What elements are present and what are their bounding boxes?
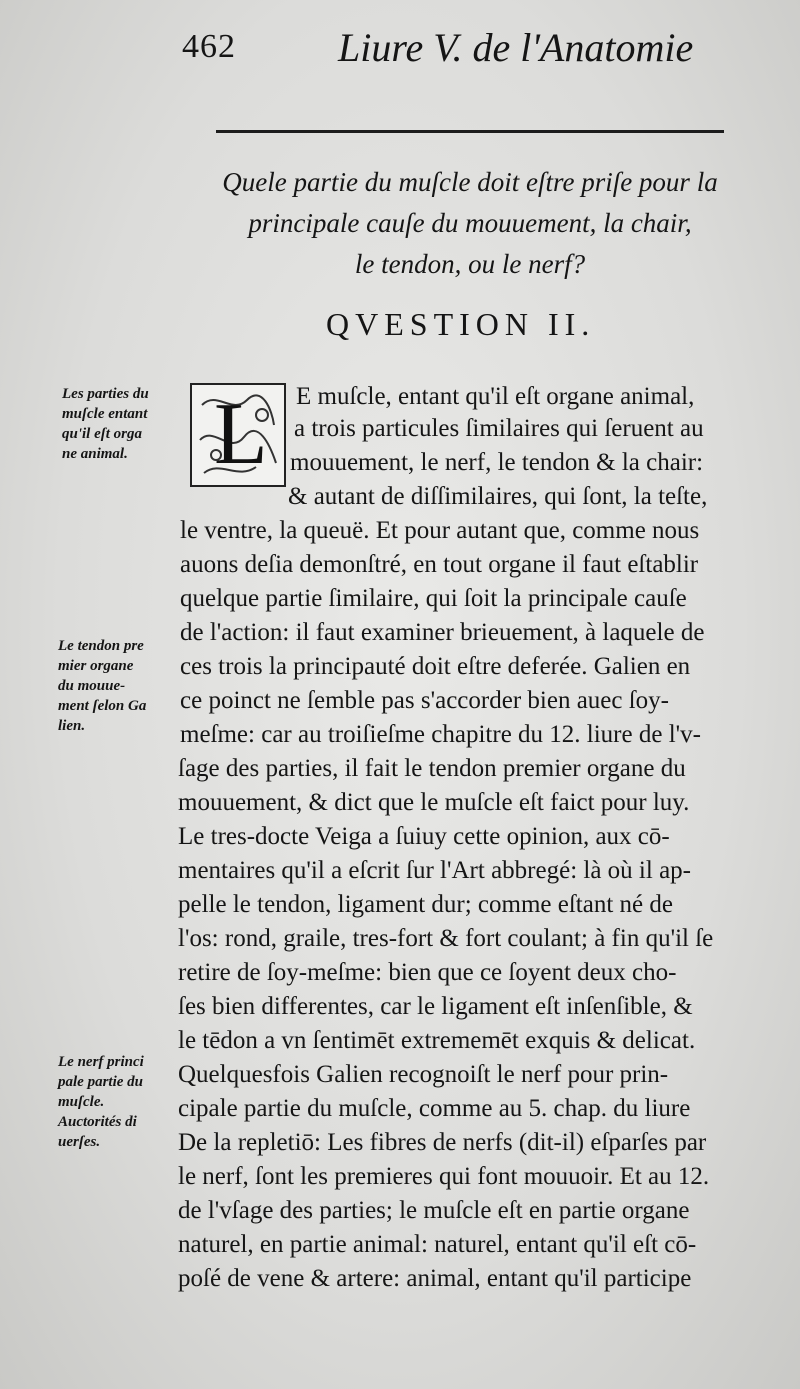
margin-note [58,1052,144,1152]
heading-line: le tendon, ou le nerf? [354,249,586,279]
text-line: l'os: rond, graile, tres-fort & fort coulant; à fin qu'il ſe [178,925,714,952]
margin-note-line: mier organe [58,658,134,674]
page-number: 462 [182,28,236,65]
margin-note-line: qu'il eſt orga [62,426,143,442]
margin-note-line: du mouue- [58,678,126,694]
margin-note-line: Le nerf princi [58,1054,144,1070]
text-line: Le tres-docte Veiga a ſuiuy cette opinion, aux cō- [178,823,670,850]
text-line: le tēdon a vn ſentimēt extrememēt exquis & delicat. [178,1027,696,1054]
margin-note-line: muſcle entant [62,406,148,422]
running-title: Liure V. de l'Anatomie [338,25,694,70]
margin-note [62,384,149,464]
text-line: poſé de vene & artere: animal, entant qu'il participe [178,1265,692,1292]
margin-note-line: ment ſelon Ga [58,698,147,714]
text-line: ſes bien differentes, car le ligament eſt inſenſible, & [178,993,693,1020]
text-line: mouuement, le nerf, le tendon & la chair: [290,449,704,476]
margin-note-line: muſcle. [58,1094,105,1110]
text-line: meſme: car au troiſieſme chapitre du 12. liure de l'v- [180,721,701,748]
ornamental-initial [190,383,286,487]
margin-note-line: pale partie du [58,1074,143,1090]
text-line: a trois particules ſimilaires qui ſeruent au [294,415,704,442]
margin-note-line: Les parties du [62,386,149,402]
text-line: quelque partie ſimilaire, qui ſoit la principale cauſe [180,585,687,612]
text-line: cipale partie du muſcle, comme au 5. chap. du liure [178,1095,691,1122]
margin-note-line: Auctorités di [58,1114,137,1130]
text-line: ce poinct ne ſemble pas s'accorder bien auec ſoy- [180,687,670,714]
margin-note-line: Le tendon pre [58,638,144,654]
text-line: auons deſia demonſtré, en tout organe il faut eſtablir [180,551,699,578]
heading-line: principale cauſe du mouuement, la chair, [248,208,692,238]
question-title: QVESTION II. [326,306,596,342]
margin-note-line: ne animal. [62,446,128,462]
drop-cap-letter: L [214,386,268,483]
text-line: de l'action: il faut examiner brieuement, à laquele de [180,619,705,646]
chapter-heading [180,162,760,285]
text-line: mentaires qu'il a eſcrit ſur l'Art abbregé: là où il ap- [178,857,691,884]
text-line: & autant de diſſimilaires, qui ſont, la teſte, [288,483,708,510]
margin-note-line: uerſes. [58,1134,101,1150]
text-line: le nerf, ſont les premieres qui font mouuoir. Et au 12. [178,1163,710,1190]
text-line: ces trois la principauté doit eſtre deferée. Galien en [180,653,691,680]
text-line: E muſcle, entant qu'il eſt organe animal, [296,383,695,410]
text-line: de l'vſage des parties; le muſcle eſt en partie organe [178,1197,690,1224]
text-line: pelle le tendon, ligament dur; comme eſtant né de [178,891,673,918]
text-line: Quelquesfois Galien recognoiſt le nerf pour prin- [178,1061,669,1088]
text-line: retire de ſoy-meſme: bien que ce ſoyent deux cho- [178,959,677,986]
heading-line: Quele partie du muſcle doit eſtre priſe pour la [222,167,718,197]
text-line: naturel, en partie animal: naturel, entant qu'il eſt cō- [178,1231,697,1258]
text-line: ſage des parties, il fait le tendon premier organe du [178,755,686,782]
text-line: le ventre, la queuë. Et pour autant que, comme nous [180,517,700,544]
header-rule [216,130,724,133]
margin-note [58,636,146,736]
text-line: mouuement, & dict que le muſcle eſt faict pour luy. [178,789,690,816]
margin-note-line: lien. [58,718,86,734]
text-line: De la repletiō: Les fibres de nerfs (dit-il) eſparſes par [178,1129,707,1156]
